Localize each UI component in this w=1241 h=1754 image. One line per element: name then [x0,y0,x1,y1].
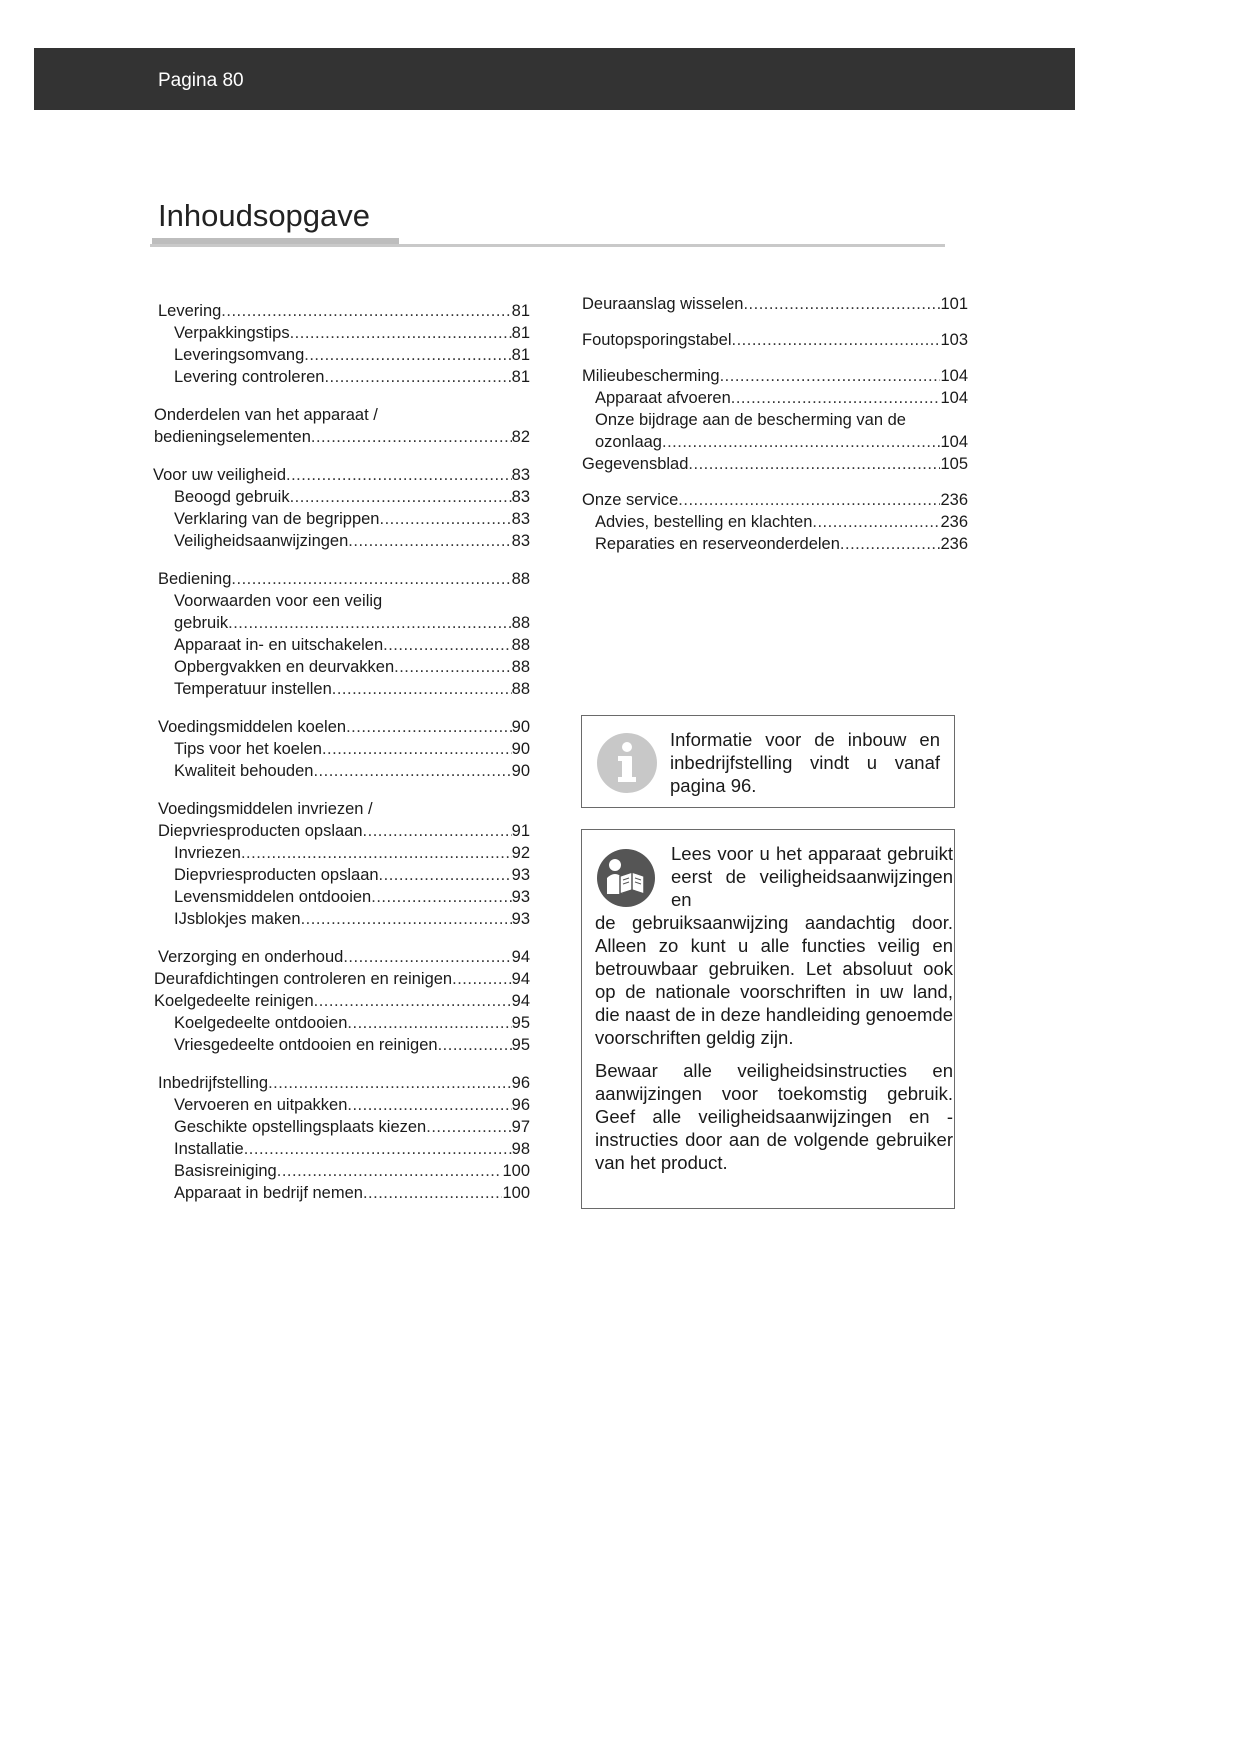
toc-entry-title: Verklaring van de begrippen [174,510,380,528]
toc-leader-dots [743,293,940,315]
toc-left-column [150,300,530,1204]
toc-entry-title: Vriesgedeelte ontdooien en reinigen [174,1036,438,1054]
toc-entry-title: Geschikte opstellingsplaats kiezen [174,1118,427,1136]
toc-entry-page: 101 [940,295,968,313]
toc-entry[interactable] [150,612,530,634]
page-title: Inhoudsopgave [158,198,371,233]
toc-entry-title: Apparaat in- en uitschakelen [174,636,384,654]
toc-entry-page: 88 [511,614,530,632]
toc-leader-dots [348,530,511,552]
toc-entry-title: Voedingsmiddelen invriezen / [158,800,373,818]
toc-entry-title: Levensmiddelen ontdooien [174,888,372,906]
toc-entry-title: Leveringsomvang [174,346,305,364]
toc-entry-page: 88 [511,680,530,698]
toc-leader-dots [678,489,940,511]
toc-entry-title: gebruik [174,614,229,632]
toc-leader-dots [363,820,512,842]
toc-leader-dots [812,511,940,533]
toc-entry-page: 83 [511,510,530,528]
toc-leader-dots [314,990,512,1012]
toc-entry-title: Installatie [174,1140,244,1158]
toc-entry-title: Verzorging en onderhoud [158,948,344,966]
toc-entry-page: 104 [940,433,968,451]
toc-right-column [578,293,968,555]
toc-leader-dots [452,968,512,990]
toc-entry-title: Veiligheidsaanwijzingen [174,532,349,550]
toc-entry-page: 104 [940,367,968,385]
toc-leader-dots [244,1138,512,1160]
toc-entry[interactable] [578,293,968,315]
toc-leader-dots [840,533,941,555]
toc-entry[interactable] [150,968,530,990]
toc-entry[interactable] [578,453,968,475]
toc-entry-page: 94 [511,970,530,988]
toc-leader-dots [731,387,941,409]
toc-entry[interactable] [578,329,968,351]
manual-body-text: de gebruiksaanwijzing aandachtig door. Alleen zo kunt u alle functies veilig en betrouwbaar gebruiken. Let absoluut ook op de nationale voorschriften in uw land, die naast de in deze handleiding genoemde voorschriften geldig zijn. [595,912,953,1048]
toc-leader-dots [383,634,512,656]
toc-leader-dots [228,612,512,634]
toc-entry[interactable] [150,486,530,508]
toc-entry[interactable] [150,760,530,782]
toc-leader-dots [304,344,511,366]
toc-entry[interactable] [150,426,530,448]
toc-entry-title: Koelgedeelte ontdooien [174,1014,348,1032]
toc-leader-dots [347,1094,511,1116]
toc-entry-title: Beoogd gebruik [174,488,290,506]
toc-entry[interactable] [150,864,530,886]
toc-entry[interactable] [150,1034,530,1056]
toc-entry-title: Bediening [158,570,232,588]
toc-entry[interactable] [150,344,530,366]
toc-entry[interactable] [150,366,530,388]
toc-entry-page: 105 [940,455,968,473]
toc-entry-page: 81 [511,346,530,364]
toc-entry-page: 91 [511,822,530,840]
toc-entry-page: 83 [511,466,530,484]
toc-leader-dots [332,678,512,700]
info-box [581,715,955,808]
title-underline [150,244,945,247]
toc-leader-dots [322,738,512,760]
toc-entry[interactable] [150,1182,530,1204]
toc-entry[interactable] [150,908,530,930]
toc-leader-dots [241,842,512,864]
toc-entry-title: Reparaties en reserveonderdelen [595,535,840,553]
toc-entry[interactable] [578,489,968,511]
toc-entry[interactable] [150,508,530,530]
toc-entry-title: Diepvriesproducten opslaan [174,866,379,884]
toc-entry[interactable] [150,946,530,968]
toc-leader-dots [277,1160,503,1182]
toc-entry-title: Verpakkingstips [174,324,290,342]
toc-leader-dots [221,300,511,322]
toc-entry[interactable] [578,431,968,453]
toc-entry-page: 236 [940,535,968,553]
toc-entry-title: IJsblokjes maken [174,910,301,928]
toc-entry-title: bedieningselementen [154,428,311,446]
toc-entry-page: 103 [940,331,968,349]
title-underline-accent [152,238,399,244]
toc-entry-title: Voorwaarden voor een veilig [174,592,383,610]
toc-entry-page: 81 [511,324,530,342]
toc-entry[interactable] [150,886,530,908]
toc-entry-title: Inbedrijfstelling [158,1074,269,1092]
toc-entry-title: Onze service [582,491,679,509]
toc-leader-dots [231,568,511,590]
toc-entry-page: 97 [511,1118,530,1136]
toc-entry[interactable] [150,464,530,486]
toc-entry[interactable] [150,1072,530,1094]
toc-leader-dots [363,1182,503,1204]
toc-leader-dots [347,1012,511,1034]
toc-entry-title: Diepvriesproducten opslaan [158,822,363,840]
toc-entry-title: Apparaat afvoeren [595,389,731,407]
toc-entry[interactable] [578,387,968,409]
toc-entry[interactable] [150,590,530,612]
toc-entry-page: 82 [511,428,530,446]
toc-entry[interactable] [150,634,530,656]
toc-leader-dots [290,486,512,508]
toc-entry-title: Gegevensblad [582,455,689,473]
toc-entry-page: 95 [511,1014,530,1032]
toc-leader-dots [688,453,940,475]
toc-entry[interactable] [150,322,530,344]
toc-leader-dots [394,656,512,678]
toc-entry[interactable] [578,511,968,533]
toc-entry-title: Advies, bestelling en klachten [595,513,813,531]
toc-entry-page: 104 [940,389,968,407]
toc-entry-title: Temperatuur instellen [174,680,332,698]
toc-entry-title: Apparaat in bedrijf nemen [174,1184,363,1202]
toc-entry-page: 90 [511,718,530,736]
toc-entry-title: Foutopsporingstabel [582,331,732,349]
toc-entry[interactable] [150,678,530,700]
toc-leader-dots [662,431,940,453]
toc-entry-title: Levering controleren [174,368,325,386]
toc-leader-dots [371,886,511,908]
toc-entry[interactable] [150,656,530,678]
toc-entry-title: Invriezen [174,844,241,862]
toc-entry-page: 81 [511,302,530,320]
toc-entry-title: Tips voor het koelen [174,740,322,758]
manual-box [581,829,955,1209]
toc-entry-page: 100 [502,1162,530,1180]
toc-entry-title: Voedingsmiddelen koelen [158,718,347,736]
toc-entry-title: Basisreiniging [174,1162,277,1180]
toc-leader-dots [346,716,512,738]
toc-entry-title: Kwaliteit behouden [174,762,314,780]
toc-entry-page: 93 [511,888,530,906]
toc-entry[interactable] [150,990,530,1012]
toc-entry[interactable] [150,738,530,760]
toc-entry[interactable] [150,530,530,552]
toc-entry-page: 92 [511,844,530,862]
toc-entry[interactable] [150,568,530,590]
toc-entry-page: 83 [511,488,530,506]
toc-entry-page: 96 [511,1096,530,1114]
toc-entry-title: ozonlaag [595,433,662,451]
toc-entry[interactable] [150,798,530,820]
toc-leader-dots [379,864,512,886]
toc-entry-page: 90 [511,762,530,780]
manual-intro-text: Lees voor u het apparaat gebruikt eerst de veiligheidsaanwijzingen en [671,843,953,910]
toc-entry-page: 94 [511,948,530,966]
toc-entry[interactable] [578,533,968,555]
toc-entry-title: Milieubescherming [582,367,720,385]
toc-entry[interactable] [150,842,530,864]
toc-entry-page: 88 [511,658,530,676]
manual-body-text-2: Bewaar alle veiligheidsinstructies en aanwijzingen voor toekomstig gebruik. Geef alle veiligheidsaanwijzingen en -instructies door aan de volgende gebruiker van het product. [595,1060,953,1173]
toc-entry-page: 88 [511,570,530,588]
toc-entry-page: 93 [511,910,530,928]
toc-leader-dots [324,366,511,388]
toc-entry-title: Voor uw veiligheid [153,466,286,484]
toc-entry[interactable] [150,820,530,842]
toc-entry-page: 95 [511,1036,530,1054]
toc-entry-page: 236 [940,513,968,531]
toc-entry-page: 83 [511,532,530,550]
toc-entry-page: 90 [511,740,530,758]
toc-entry-title: Onze bijdrage aan de bescherming van de [595,411,906,429]
toc-entry[interactable] [150,300,530,322]
toc-entry[interactable] [150,1160,530,1182]
toc-leader-dots [343,946,511,968]
toc-entry[interactable] [150,404,530,426]
info-text: Informatie voor de inbouw en inbedrijfstelling vindt u vanaf pagina 96. [670,729,940,796]
toc-leader-dots [313,760,511,782]
toc-leader-dots [301,908,512,930]
toc-leader-dots [311,426,512,448]
toc-entry-page: 88 [511,636,530,654]
toc-entry-page: 98 [511,1140,530,1158]
toc-entry-title: Opbergvakken en deurvakken [174,658,395,676]
toc-leader-dots [732,329,941,351]
toc-entry-page: 96 [511,1074,530,1092]
toc-leader-dots [720,365,941,387]
page-number-label: Pagina 80 [158,70,244,91]
toc-entry[interactable] [578,365,968,387]
toc-entry-title: Deurafdichtingen controleren en reinigen [154,970,453,988]
toc-entry[interactable] [150,716,530,738]
info-icon [596,732,658,799]
header-bar [34,48,1075,110]
toc-entry-title: Levering [158,302,222,320]
toc-entry-title: Vervoeren en uitpakken [174,1096,348,1114]
toc-entry[interactable] [150,1012,530,1034]
toc-entry[interactable] [150,1116,530,1138]
toc-entry-page: 93 [511,866,530,884]
toc-leader-dots [268,1072,512,1094]
toc-entry-page: 236 [940,491,968,509]
toc-leader-dots [290,322,512,344]
toc-entry[interactable] [150,1138,530,1160]
toc-entry-title: Koelgedeelte reinigen [154,992,314,1010]
toc-leader-dots [286,464,512,486]
toc-leader-dots [379,508,511,530]
toc-entry-title: Deuraanslag wisselen [582,295,744,313]
toc-leader-dots [426,1116,511,1138]
toc-entry[interactable] [578,409,968,431]
toc-entry-page: 100 [502,1184,530,1202]
toc-entry-page: 94 [511,992,530,1010]
toc-entry-page: 81 [511,368,530,386]
toc-entry[interactable] [150,1094,530,1116]
toc-leader-dots [438,1034,512,1056]
toc-entry-title: Onderdelen van het apparaat / [154,406,378,424]
